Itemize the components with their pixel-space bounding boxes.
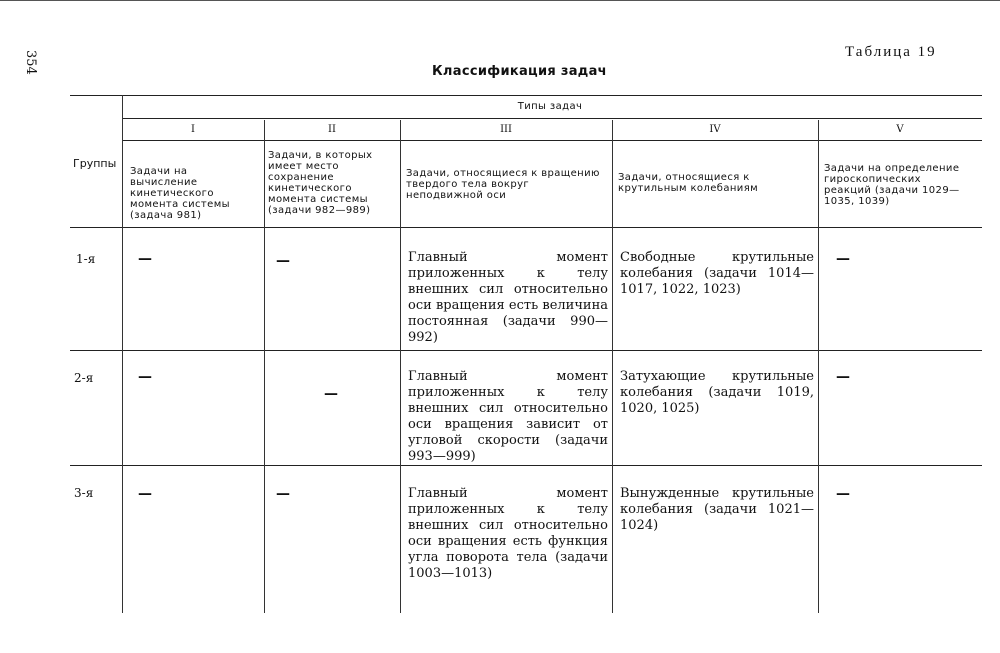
page-number: 354: [23, 50, 38, 75]
column-roman-5: V: [896, 124, 904, 135]
roman-header-rule: [122, 140, 982, 141]
row-2-cell-4: Затухающие крутильные колебания (задачи 1019, 1020, 1025): [620, 369, 814, 416]
row-1-cell-1: —: [138, 251, 152, 267]
page-top-border: [0, 0, 1000, 1]
row-3-cell-3: Главный момент приложенных к телу внешних сил относительно оси вращения есть функция угла поворота тела (задачи 1003—1013): [408, 486, 608, 581]
column-divider-1: [264, 120, 265, 613]
row-1-bottom-rule: [70, 350, 982, 351]
row-2-cell-5: —: [836, 369, 850, 385]
row-2-group-label: 2-я: [74, 371, 94, 385]
row-1-group-label: 1-я: [76, 252, 96, 266]
types-header-rule: [122, 118, 982, 119]
types-header: Типы задач: [517, 101, 583, 112]
column-roman-2: II: [328, 124, 336, 135]
groups-header: Группы: [73, 157, 117, 170]
row-2-cell-1: —: [138, 369, 152, 385]
row-2-bottom-rule: [70, 465, 982, 466]
column-roman-1: I: [191, 124, 195, 135]
row-3-cell-4: Вынужденные крутильные колебания (задачи 1021—1024): [620, 486, 814, 533]
column-description-2: Задачи, в которых имеет место сохранение кинетического момента системы (задачи 982—989): [268, 150, 373, 216]
row-3-cell-1: —: [138, 486, 152, 502]
table-label: Таблица 19: [845, 44, 937, 60]
row-1-cell-3: Главный момент приложенных к телу внешних сил относительно оси вращения есть величина постоянная (задачи 990—992): [408, 250, 608, 345]
row-2-cell-2: —: [324, 386, 338, 402]
row-1-cell-4: Свободные крутильные колебания (задачи 1014—1017, 1022, 1023): [620, 250, 814, 297]
column-divider-2: [400, 120, 401, 613]
table-top-rule: [70, 95, 982, 96]
column-divider-4: [818, 120, 819, 613]
groups-column-divider: [122, 95, 123, 613]
row-1-cell-2: —: [276, 253, 290, 269]
column-description-5: Задачи на определение гироскопических реакций (задачи 1029—1035, 1039): [824, 163, 960, 207]
column-roman-4: IV: [709, 124, 721, 135]
column-divider-3: [612, 120, 613, 613]
row-3-cell-2: —: [276, 486, 290, 502]
table-title: Классификация задач: [432, 64, 607, 79]
column-description-1: Задачи на вычисление кинетического момента системы (задача 981): [130, 166, 230, 221]
row-3-cell-5: —: [836, 486, 850, 502]
column-description-3: Задачи, относящиеся к вращению твердого тела вокруг неподвижной оси: [406, 168, 600, 201]
column-description-4: Задачи, относящиеся к крутильным колебаниям: [618, 172, 759, 194]
row-2-cell-3: Главный момент приложенных к телу внешних сил относительно оси вращения зависит от угловой скорости (задачи 993—999): [408, 369, 608, 464]
row-1-cell-5: —: [836, 251, 850, 267]
row-3-group-label: 3-я: [74, 486, 94, 500]
header-bottom-rule: [70, 227, 982, 228]
column-roman-3: III: [500, 124, 512, 135]
